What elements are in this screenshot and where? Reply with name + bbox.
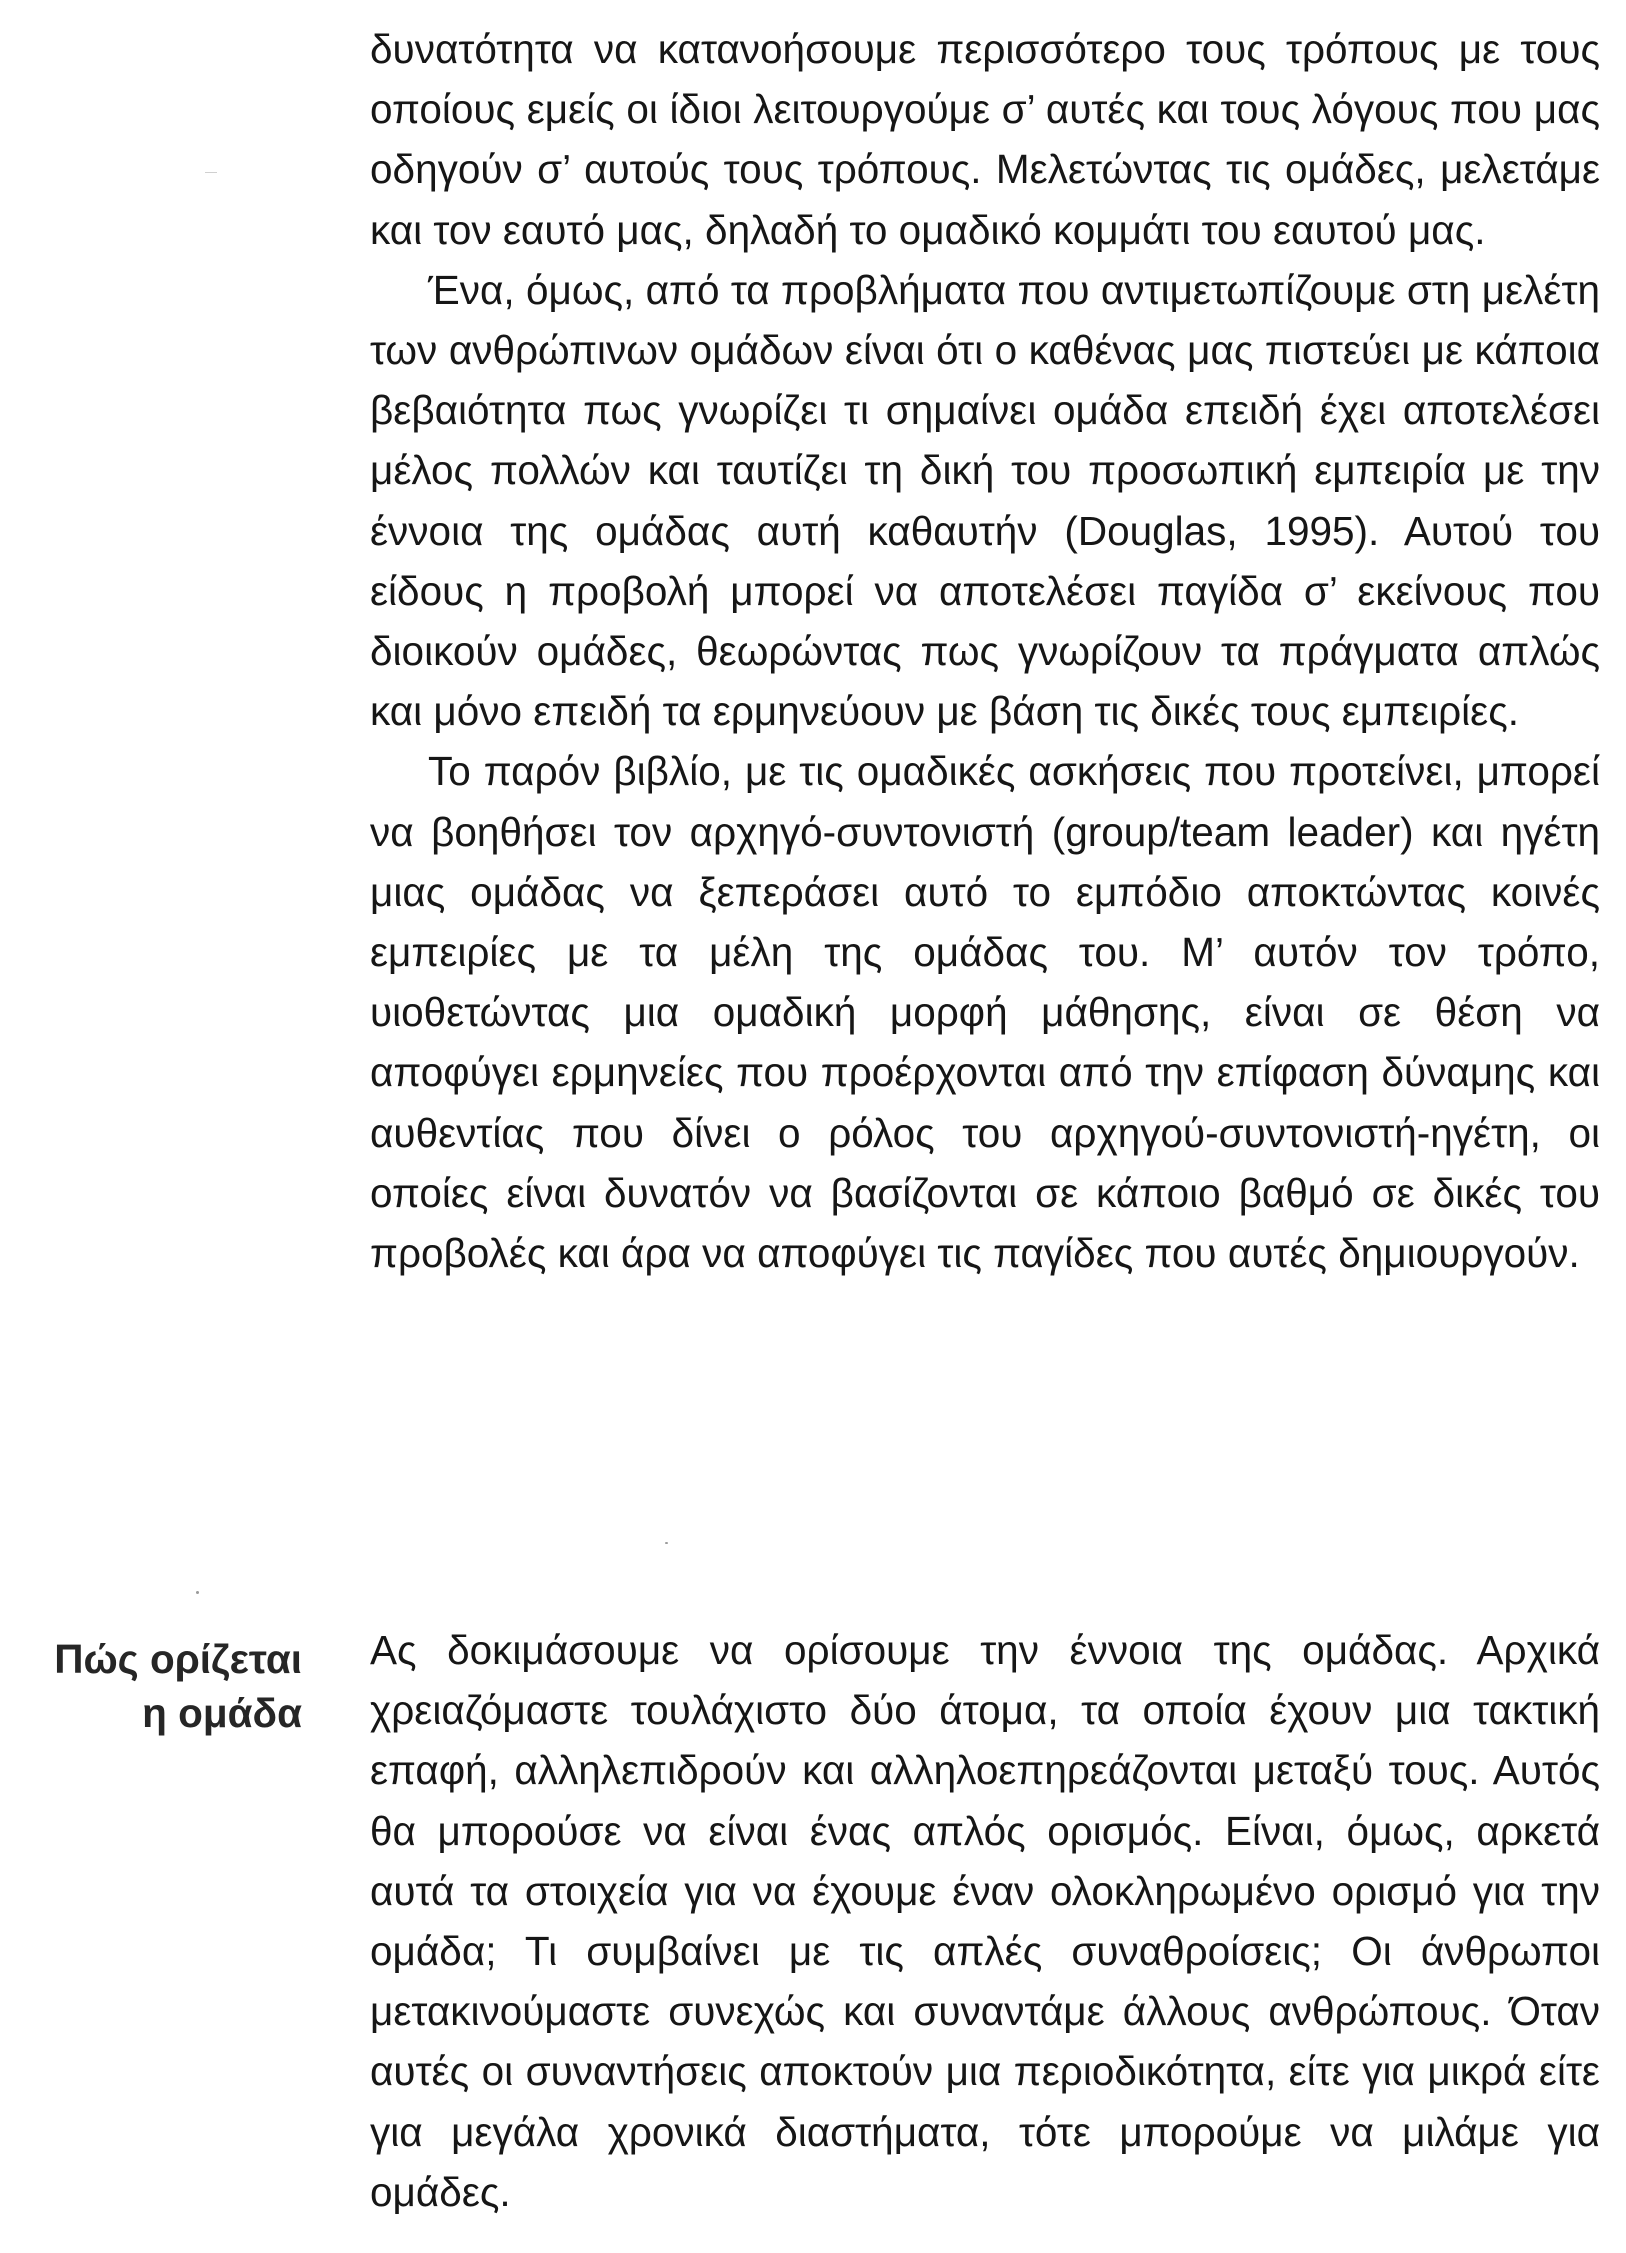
scan-speck [196,1591,199,1594]
body-text-section [370,1620,1600,2222]
paragraph-group-study-problem: Ένα, όμως, από τα προβλήματα που αντιμετωπίζουμε στη μελέτη των ανθρώπινων ομάδων είναι ότι ο καθένας μας πιστεύει με κάποια βεβαιότητα πως γνωρίζει τι σημαίνει ομάδα επειδή έχει αποτελέσει μέλος πολλών και ταυτίζει τη δική του προσωπική εμπειρία με την έννοια της ομάδας αυτή καθαυτήν (Douglas, 1995). Αυτού του είδους η προβολή μπορεί να αποτελέσει παγίδα σ’ εκείνους που διοικούν ομάδες, θεωρώντας πως γνωρίζουν τα πράγματα απλώς και μόνο επειδή τα ερμηνεύουν με βάση τις δικές τους εμπειρίες. [370,266,1600,735]
section-heading-line-2: η ομάδα [142,1690,302,1736]
section-side-heading [0,1632,302,1740]
body-text-top [370,19,1600,1283]
scan-speck [205,172,217,173]
paragraph-group-definition: Ας δοκιμάσουμε να ορίσουμε την έννοια της ομάδας. Αρχικά χρειαζόμαστε τουλάχιστο δύο άτομα, τα οποία έχουν μια τακτική επαφή, αλληλεπιδρούν και αλληλοεπηρεάζονται μεταξύ τους. Αυτός θα μπορούσε να είναι ένας απλός ορισμός. Είναι, όμως, αρκετά αυτά τα στοιχεία για να έχουμε έναν ολοκληρωμένο ορισμό για την ομάδα; Τι συμβαίνει με τις απλές συναθροίσεις; Οι άνθρωποι μετακινούμαστε συνεχώς και συναντάμε άλλους ανθρώπους. Όταν αυτές οι συναντήσεις αποκτούν μια περιοδικότητα, είτε για μικρά είτε για μεγάλα χρονικά διαστήματα, τότε μπορούμε να μιλάμε για ομάδες. [370,1627,1600,2215]
paragraph-continuation: δυνατότητα να κατανοήσουμε περισσότερο τους τρόπους με τους οποίους εμείς οι ίδιοι λειτουργούμε σ’ αυτές και τους λόγους που μας οδηγούν σ’ αυτούς τους τρόπους. Μελετώντας τις ομάδες, μελετάμε και τον εαυτό μας, δηλαδή το ομαδικό κομμάτι του εαυτού μας. [370,26,1600,253]
section-heading-line-1: Πώς ορίζεται [54,1636,302,1682]
paragraph-book-purpose: Το παρόν βιβλίο, με τις ομαδικές ασκήσεις που προτείνει, μπορεί να βοηθήσει τον αρχηγό-συντονιστή (group/team leader) και ηγέτη μιας ομάδας να ξεπεράσει αυτό το εμπόδιο αποκτώντας κοινές εμπειρίες με τα μέλη της ομάδας του. Μ’ αυτόν τον τρόπο, υιοθετώντας μια ομαδική μορφή μάθησης, είναι σε θέση να αποφύγει ερμηνείες που προέρχονται από την επίφαση δύναμης και αυθεντίας που δίνει ο ρόλος του αρχηγού-συντονιστή-ηγέτη, οι οποίες είναι δυνατόν να βασίζονται σε κάποιο βαθμό σε δικές του προβολές και άρα να αποφύγει τις παγίδες που αυτές δημιουργούν. [370,748,1600,1277]
scan-speck [665,1542,668,1544]
